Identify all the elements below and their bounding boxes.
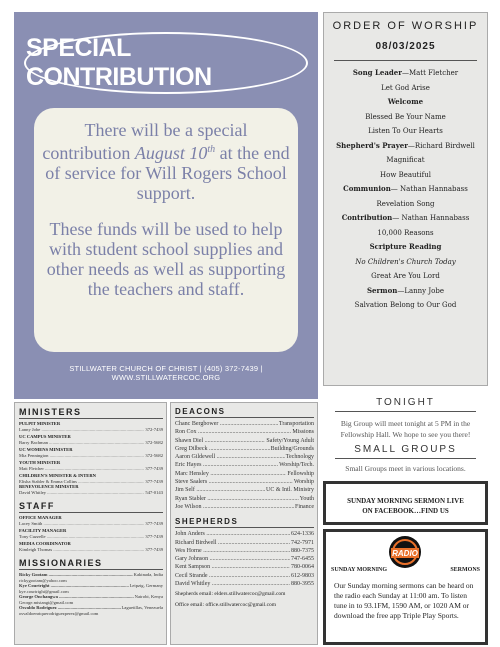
- facility-phone: 377-7439: [145, 533, 163, 539]
- missionaries-title: MISSIONARIES: [19, 558, 103, 568]
- announcement-line-2: at the end of service for: [45, 143, 290, 183]
- media-phone: 377-7439: [145, 546, 163, 552]
- deacon-role: Safety/Young Adult: [266, 437, 314, 444]
- shepherd-phone: 624-1336: [291, 531, 314, 538]
- missionary-1-name: Ricky Gootam .....: [19, 572, 133, 578]
- divider: [19, 418, 163, 419]
- worship-item-label: Contribution: [341, 213, 393, 222]
- deacon-entry: [175, 495, 314, 503]
- worship-item-label: Scripture Reading: [369, 242, 442, 251]
- missionary-2-place: Leipzig, Germany: [129, 583, 163, 588]
- shepherd-list: [175, 530, 314, 588]
- worship-item-label: Communion: [343, 184, 391, 193]
- shepherd-name: David Whitley .....: [175, 580, 290, 588]
- deacon-role: Technology: [285, 454, 314, 461]
- worship-item: [324, 155, 487, 170]
- office-role: OFFICE MANAGER: [19, 515, 62, 520]
- shepherd-name: Richard Birdwell .....: [175, 539, 290, 547]
- worship-item-text: — Nathan Hannabass: [392, 214, 470, 222]
- youth-phone: 377-7439: [145, 465, 163, 471]
- pulpit-role: PULPIT MINISTER: [19, 421, 61, 426]
- missionary-4-email: osvaldoenriquerodriguezperez@gmail.com: [19, 610, 99, 616]
- deacon-name: Jim Self .....: [175, 486, 265, 494]
- radio-header-right: SERMONS: [450, 567, 480, 573]
- worship-item-text: —Lanny Jobe: [397, 286, 445, 295]
- shepherd-name: John Anders .....: [175, 530, 290, 538]
- staff-panel: [14, 402, 167, 645]
- order-of-worship-panel: [323, 12, 488, 386]
- pulpit-entry: [19, 427, 163, 433]
- worship-item-text: Blessed Be Your Name: [365, 112, 446, 121]
- worship-item: [324, 126, 487, 141]
- radio-sermons-box: [323, 529, 488, 645]
- tonight-text: Big Group will meet tonight at 5 PM in the Fellowship Hall. We hope to see you there!: [340, 419, 471, 439]
- worship-item-text: Let God Arise: [381, 83, 430, 92]
- leadership-panel: [170, 402, 318, 645]
- deacon-name: Steve Saalers .....: [175, 478, 293, 486]
- shepherd-name: Gary Johnson .....: [175, 555, 290, 563]
- divider: [175, 417, 314, 418]
- deacon-role: Missions: [292, 429, 314, 436]
- worship-item: [324, 242, 487, 257]
- divider: [19, 569, 163, 570]
- shepherds-title: SHEPHERDS: [175, 517, 239, 527]
- deacon-entry: [175, 470, 314, 478]
- worship-item: [324, 112, 487, 127]
- deacons-title: DEACONS: [175, 407, 226, 416]
- missionary-2-name: Kye Courtright .....: [19, 583, 129, 589]
- shepherd-name: Wes Horne .....: [175, 547, 290, 555]
- worship-item-text: Revelation Song: [376, 199, 435, 208]
- special-contribution-banner: [24, 32, 308, 94]
- office-name: Lacey Smith .....: [19, 521, 144, 527]
- shepherd-entry: [175, 563, 314, 571]
- missionary-4: [19, 605, 163, 611]
- ucm-name: Barry Bachman .....: [19, 440, 144, 446]
- worship-order-list: [324, 68, 487, 315]
- ucm-role: UC CAMPUS MINISTER: [19, 434, 71, 439]
- child-role: CHILDREN'S MINISTER & INTERN: [19, 473, 96, 478]
- worship-item-text: No Children's Church Today: [355, 257, 456, 266]
- office-phone: 377-7439: [145, 520, 163, 526]
- deacon-list: [175, 420, 314, 511]
- tonight-section: [323, 389, 488, 481]
- live-line-1: SUNDAY MORNING SERMON LIVE: [347, 497, 464, 505]
- deacon-role: UC & Intl. Ministry: [265, 487, 314, 494]
- announcement-line-3: Will Rogers School support.: [136, 163, 287, 203]
- deacon-name: Eric Hayes .....: [175, 461, 278, 469]
- media-entry: [19, 547, 163, 553]
- missionary-3-name: George Onchangwa .....: [19, 594, 134, 600]
- shepherd-phone: 742-7971: [291, 539, 314, 546]
- deacon-entry: [175, 486, 314, 494]
- shepherd-phone: 780-0064: [291, 564, 314, 571]
- worship-item-label: Song Leader: [352, 68, 402, 77]
- child-phone: 377-7439: [145, 478, 163, 484]
- deacon-name: Marc Hensley .....: [175, 470, 286, 478]
- radio-logo-icon: [388, 535, 422, 571]
- worship-date: 08/03/2025: [375, 41, 436, 52]
- missionary-2-email: kye.courtright@gmail.com: [19, 588, 69, 594]
- worship-item: [324, 300, 487, 315]
- announcement-paragraph-1: [42, 120, 290, 203]
- deacon-role: Transportation: [278, 421, 314, 427]
- worship-item: [324, 141, 487, 156]
- worship-item-text: Magnificat: [386, 156, 425, 164]
- worship-item-label: Welcome: [387, 97, 424, 106]
- deacon-role: Fellowship: [287, 470, 314, 477]
- shepherd-entry: [175, 572, 314, 580]
- deacon-entry: [175, 503, 314, 511]
- worship-item-text: Great Are You Lord: [371, 272, 440, 280]
- office-email: Office email: office.stillwatercoc@gmail.com: [175, 602, 277, 609]
- shepherd-entry: [175, 530, 314, 538]
- worship-item: [324, 97, 487, 112]
- deacon-role: Finance: [295, 503, 314, 510]
- missionary-4-place: Laguetillas, Venezuela: [121, 605, 163, 610]
- benev-role: BENEVOLENCE MINISTER: [19, 484, 79, 489]
- facility-entry: [19, 534, 163, 540]
- announcement-card: [34, 108, 298, 352]
- missionary-3-email: George.mistangi@gmail.com: [19, 599, 74, 605]
- deacon-role: Youth: [299, 495, 314, 502]
- staff-title: STAFF: [19, 501, 55, 511]
- worship-item-text: —Matt Fletcher: [401, 69, 459, 77]
- worship-item: [324, 199, 487, 214]
- missionary-4-name: Osvaldo Rodriguez .....: [19, 605, 121, 611]
- live-line-2: ON FACEBOOK…FIND US: [362, 507, 449, 515]
- announcement-date: August 10: [134, 143, 208, 163]
- youth-role: YOUTH MINISTER: [19, 460, 61, 465]
- divider: [19, 512, 163, 513]
- deacon-name: Chanc Bergbower .....: [175, 420, 278, 428]
- worship-item-label: Shepherd's Prayer: [336, 140, 408, 150]
- missionary-3: [19, 594, 163, 600]
- benev-phone: 547-0143: [145, 489, 163, 495]
- shepherd-entry: [175, 539, 314, 547]
- ucm-entry: [19, 440, 163, 446]
- facility-role: FACILITY MANAGER: [19, 528, 67, 533]
- ministers-title: MINISTERS: [19, 407, 82, 417]
- small-groups-title: SMALL GROUPS: [354, 444, 457, 455]
- divider: [335, 411, 476, 412]
- benev-entry: [19, 490, 163, 496]
- worship-title: ORDER OF WORSHIP: [332, 20, 479, 32]
- missionary-3-place: Nairobi, Kenya: [134, 594, 163, 599]
- worship-item-label: Sermon: [366, 285, 398, 295]
- pulpit-phone: 372-7439: [145, 426, 163, 432]
- media-name: Kimleigh Thomas .....: [19, 547, 144, 553]
- worship-item-text: Salvation Belong to Our God: [354, 301, 457, 309]
- missionary-2: [19, 583, 163, 589]
- missionary-1-place: Kakinada, India: [133, 572, 163, 577]
- facility-name: Tony Cuzzelle .....: [19, 534, 144, 540]
- radio-text: Our Sunday morning sermons can be heard on the radio each Sunday at 11:00 am. To listen tune in to 93.1FM, 1590 AM, or 1020 AM or download the free app Triple Play Sports.: [334, 581, 474, 620]
- ucw-name: Mia Pennington .....: [19, 453, 144, 459]
- deacon-entry: [175, 428, 314, 436]
- worship-item: [324, 83, 487, 98]
- missionary-1-email: rickygootam@yahoo.com: [19, 577, 67, 583]
- deacon-name: Joe Wilson .....: [175, 503, 294, 511]
- worship-item: [324, 228, 487, 243]
- deacon-entry: [175, 445, 314, 453]
- divider: [335, 458, 476, 459]
- shepherd-entry: [175, 555, 314, 563]
- worship-item: [324, 257, 487, 272]
- worship-item: [324, 170, 487, 185]
- deacon-entry: [175, 461, 314, 469]
- media-role: MEDIA COORDINATOR: [19, 541, 71, 546]
- office-entry: [19, 521, 163, 527]
- shepherd-entry: [175, 547, 314, 555]
- ucm-phone: 372-5682: [145, 439, 163, 445]
- radio-header-left: SUNDAY MORNING: [331, 567, 388, 573]
- deacon-name: Ron Cox .....: [175, 428, 291, 436]
- missionary-1: [19, 572, 163, 578]
- deacon-role: Worship/Tech.: [279, 462, 314, 469]
- shepherd-phone: 880-3955: [291, 581, 314, 588]
- deacon-entry: [175, 437, 314, 445]
- shepherd-name: Cecil Strande .....: [175, 572, 290, 580]
- worship-item-text: — Nathan Hannabass: [390, 185, 468, 193]
- shepherd-entry: [175, 580, 314, 588]
- worship-item-text: 10,000 Reasons: [377, 228, 434, 237]
- deacon-name: Aaron Gildewell .....: [175, 453, 285, 461]
- ucw-entry: [19, 453, 163, 459]
- deacon-entry: [175, 420, 314, 428]
- worship-item: [324, 213, 487, 228]
- ucw-phone: 372-5682: [145, 452, 163, 458]
- worship-item: [324, 286, 487, 301]
- ucw-role: UC WOMENS MINISTER: [19, 447, 73, 452]
- banner-title: SPECIAL CONTRIBUTION: [26, 34, 212, 91]
- church-footer: STILLWATER CHURCH OF CHRIST | (405) 372-7439 | WWW.STILLWATERCOC.ORG: [69, 364, 263, 382]
- worship-item: [324, 68, 487, 83]
- deacon-entry: [175, 478, 314, 486]
- shepherd-name: Kent Sampson .....: [175, 563, 290, 571]
- deacon-role: Building/Grounds: [270, 445, 314, 452]
- deacon-name: Ryan Stabler .....: [175, 495, 299, 503]
- shepherd-phone: 612-9803: [291, 572, 314, 579]
- announcement-paragraph-2: These funds will be used to help with student school supplies and other needs as well as supporting the teachers and staff.: [46, 219, 286, 299]
- deacon-entry: [175, 453, 314, 461]
- youth-name: Matt Fletcher .....: [19, 466, 144, 472]
- announcement-line-1: There will be a special contribution: [42, 120, 248, 163]
- youth-entry: [19, 466, 163, 472]
- special-contribution-panel: [14, 12, 318, 399]
- shepherd-phone: 747-6455: [291, 556, 314, 563]
- shepherd-phone: 880-7375: [291, 547, 314, 554]
- divider: [175, 527, 314, 528]
- small-groups-text: Small Groups meet in various locations.: [345, 464, 466, 473]
- tonight-title: TONIGHT: [376, 397, 435, 408]
- shepherds-email: Shepherds email: elders.stillwatercoc@gmail.com: [175, 591, 286, 598]
- pulpit-name: Lanny Jobe .....: [19, 427, 144, 433]
- benev-name: David Whitley .....: [19, 490, 144, 496]
- radio-header: [331, 567, 480, 573]
- deacon-name: Greg Dilbeck .....: [175, 445, 270, 453]
- deacon-role: Worship: [293, 479, 314, 486]
- divider: [334, 60, 477, 61]
- worship-item-text: —Richard Birdwell: [407, 141, 475, 150]
- announcement-date-suffix: th: [207, 144, 216, 155]
- worship-item: [324, 184, 487, 199]
- child-name: Elisha Stabler & Emma Collins .....: [19, 479, 144, 485]
- worship-item-text: Listen To Our Hearts: [368, 127, 443, 135]
- radio-logo-text: RADIO: [392, 549, 418, 558]
- facebook-live-box: [323, 481, 488, 525]
- worship-item-text: How Beautiful: [380, 170, 431, 179]
- deacon-name: Shawn Diel .....: [175, 437, 265, 445]
- worship-item: [324, 271, 487, 286]
